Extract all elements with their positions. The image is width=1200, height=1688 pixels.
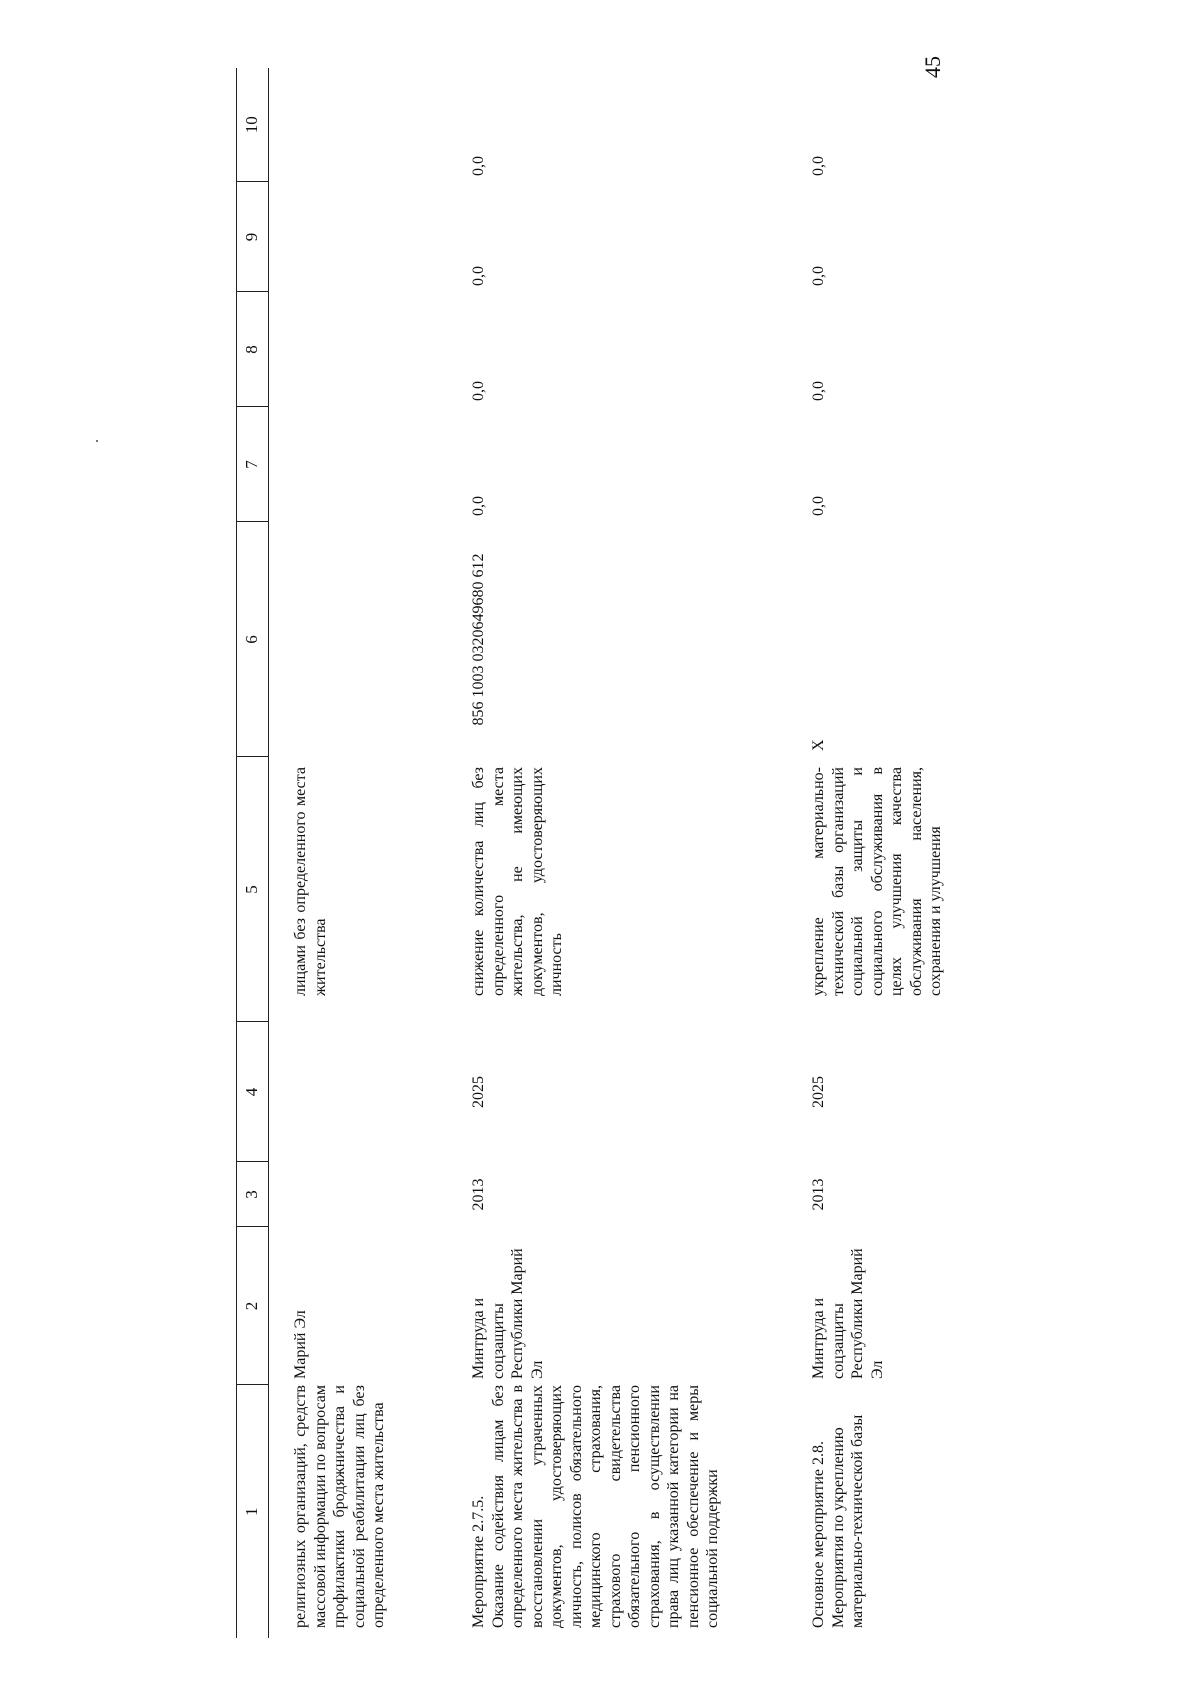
budget-code (287, 522, 465, 757)
column-number-header-row (237, 68, 269, 1638)
column-header-1: 1 (237, 1385, 269, 1638)
column-header-2: 2 (237, 1227, 269, 1385)
measure-description (465, 1385, 805, 1638)
column-header-6: 6 (237, 522, 269, 757)
expected-result: снижение количества лиц без определенного места жительства, не имеющих документов, удостоверяющих личность (470, 767, 566, 996)
budget-code: Х (810, 739, 827, 751)
column-header-5: 5 (237, 757, 269, 1022)
start-year: 2013 (470, 1178, 487, 1211)
measure-text: Оказание содействия лицам без определенного места жительства в восстановлении утраченных документов, удостоверяющих личность, полисов обязательного медицинского страхования, страхового свидетельства обязательного пенсионного страхования, в осуществлении права лиц указанной категории на пенсионное обеспечение и меры социальной поддержки (489, 1385, 722, 1628)
value-col8: 0,0 (810, 381, 827, 401)
column-header-3: 3 (237, 1162, 269, 1227)
responsible-executor: Минтруда и соцзащиты Республики Марий Эл (810, 1248, 886, 1379)
end-year: 2025 (810, 1076, 827, 1108)
end-year (287, 1022, 465, 1162)
column-header-4: 4 (237, 1022, 269, 1162)
measure-description (805, 1385, 946, 1638)
value-col9: 0,0 (470, 266, 487, 286)
scan-speck (96, 440, 98, 442)
column-header-9: 9 (237, 182, 269, 292)
end-year: 2025 (470, 1076, 487, 1108)
measure-description: религиозных организаций, средств массовой информации по вопросам профилактики бродяжничества и социальной реабилитации лиц без определенного места жительства (292, 1385, 388, 1628)
table-row (287, 68, 465, 1638)
expected-result: укрепление материально-технической базы организаций социальной защиты и социального обслуживания в целях улучшения качества обслуживания населения, сохранения и улучшения (810, 767, 945, 996)
value-col7 (287, 407, 465, 522)
column-header-10: 10 (237, 68, 269, 182)
responsible-executor: Марий Эл (292, 1310, 309, 1379)
table-row (465, 68, 805, 1638)
column-header-8: 8 (237, 292, 269, 407)
measure-title: Основное мероприятие 2.8. (810, 1441, 827, 1628)
value-col10: 0,0 (810, 156, 827, 176)
value-col10 (287, 68, 465, 182)
value-col8: 0,0 (470, 381, 487, 401)
measure-text: Мероприятия по укреплению материально-технической базы (829, 1414, 867, 1628)
value-col7: 0,0 (470, 496, 487, 516)
value-col7: 0,0 (810, 496, 827, 516)
program-measures-table (236, 68, 946, 1638)
value-col9: 0,0 (810, 266, 827, 286)
budget-code: 856 1003 0320649680 612 (470, 553, 487, 726)
column-header-7: 7 (237, 407, 269, 522)
measure-title: Мероприятие 2.7.5. (470, 1495, 487, 1628)
start-year (287, 1162, 465, 1227)
page-number: 45 (920, 56, 945, 78)
responsible-executor: Минтруда и соцзащиты Республики Марий Эл (470, 1248, 546, 1379)
rotated-page-content (236, 68, 996, 1638)
value-col9 (287, 182, 465, 292)
value-col8 (287, 292, 465, 407)
expected-result: лицами без определенного места жительства (292, 767, 329, 996)
table-row (805, 68, 946, 1638)
start-year: 2013 (810, 1178, 827, 1211)
value-col10: 0,0 (470, 156, 487, 176)
